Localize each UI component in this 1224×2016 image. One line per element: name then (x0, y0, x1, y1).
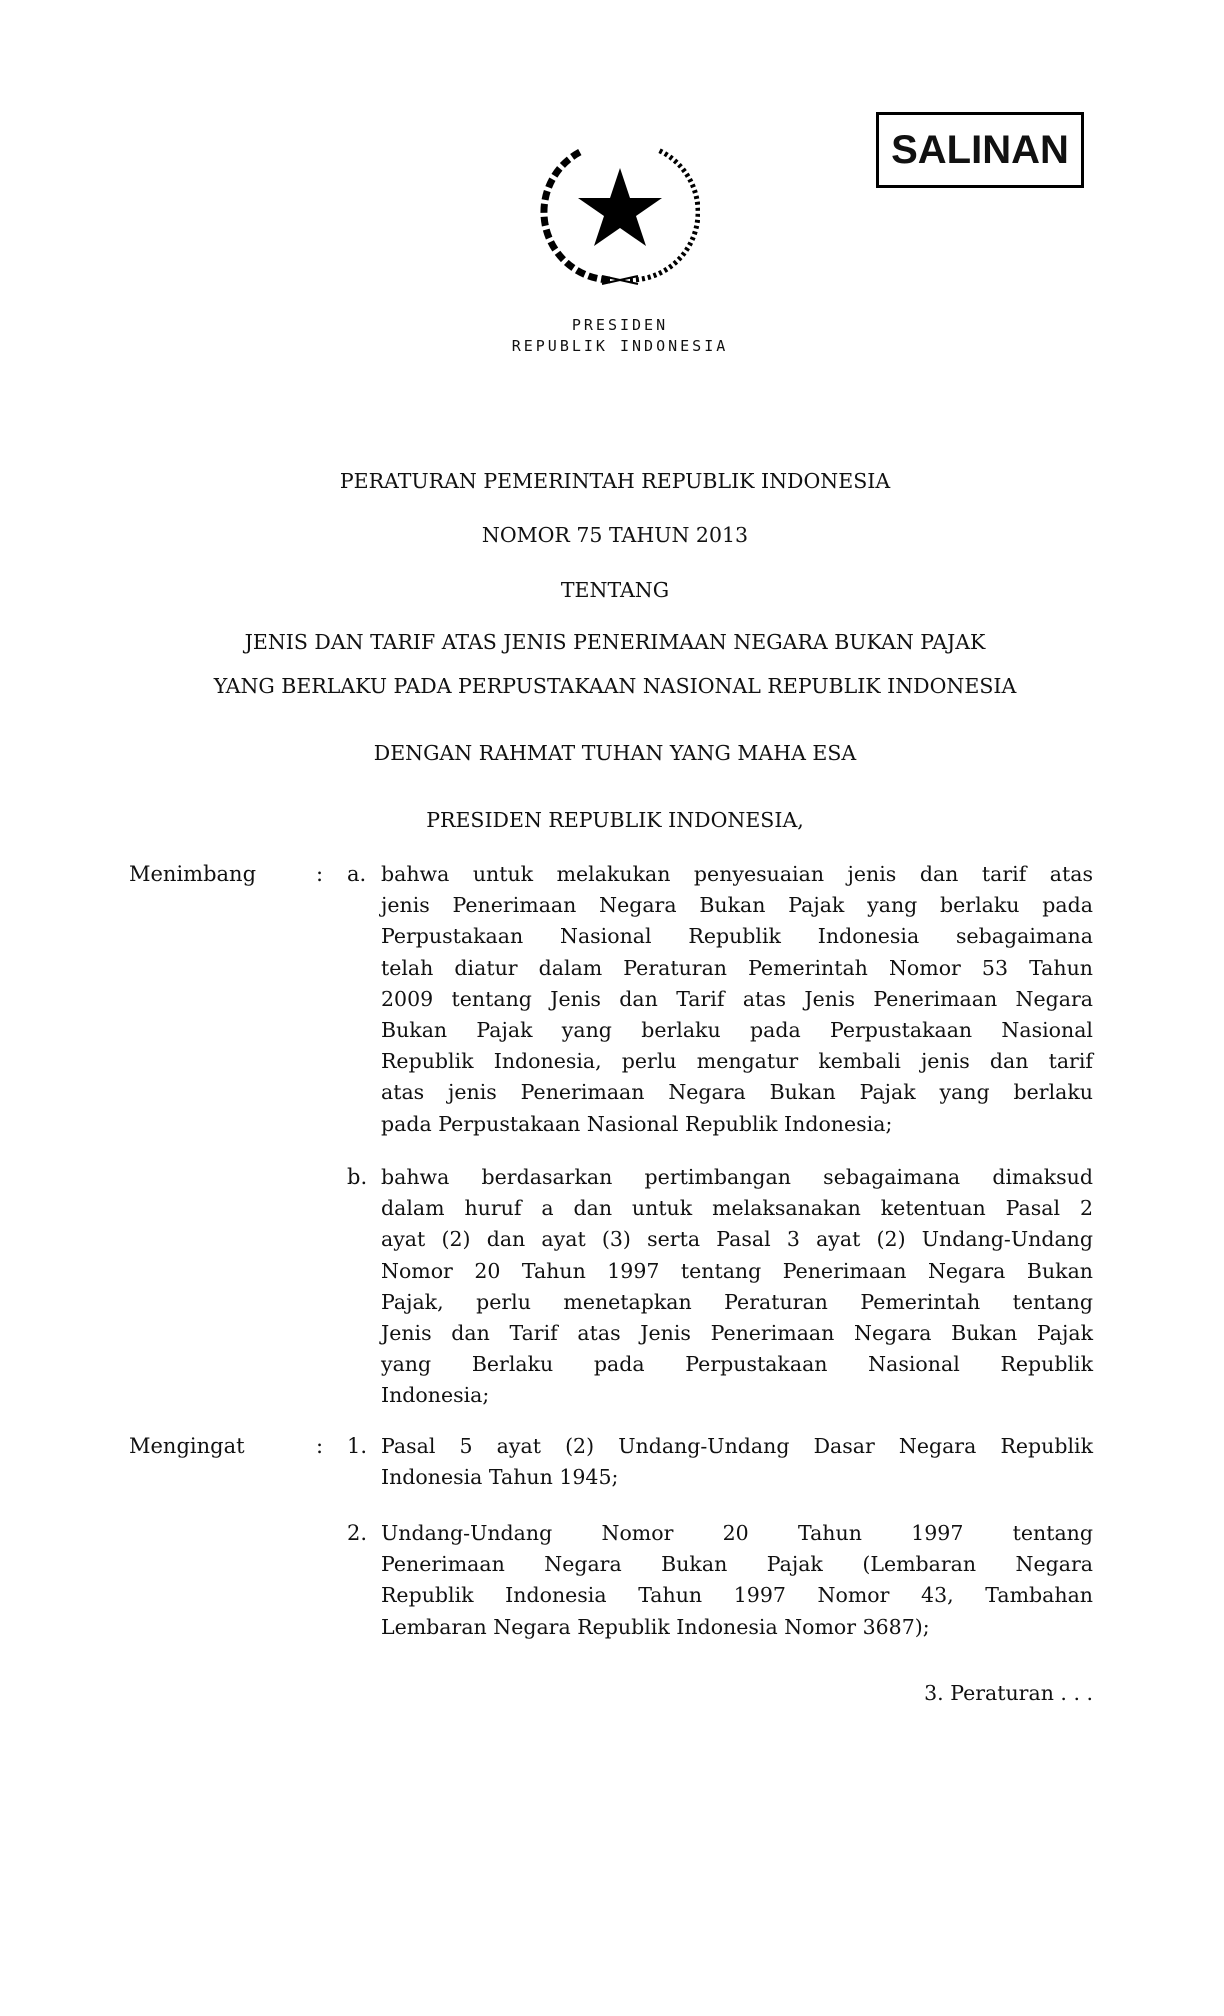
text-line: ayat (2) dan ayat (3) serta Pasal 3 ayat (2) Undang-Undang (381, 1227, 1093, 1252)
text-line: Nomor 20 Tahun 1997 tentang Penerimaan Negara Bukan (381, 1258, 1093, 1283)
text-line: jenis Penerimaan Negara Bukan Pajak yang berlaku pada (381, 893, 1093, 918)
text-line: Undang-Undang Nomor 20 Tahun 1997 tentang (381, 1521, 1093, 1545)
text-line: Pasal 5 ayat (2) Undang-Undang Dasar Negara Republik (381, 1434, 1093, 1458)
text-line: Pajak, perlu menetapkan Peraturan Pemerintah tentang (381, 1289, 1093, 1314)
letterhead-president: PRESIDEN (571, 316, 669, 334)
letterhead-republic: REPUBLIK INDONESIA (511, 337, 729, 355)
regulation-about: TENTANG (560, 578, 670, 602)
text-line: atas jenis Penerimaan Negara Bukan Pajak yang berlaku (381, 1080, 1093, 1105)
menimbang-label: Menimbang (129, 862, 257, 886)
text-line: bahwa untuk melakukan penyesuaian jenis dan tarif atas (381, 862, 1093, 886)
page-continuation: 3. Peraturan . . . (924, 1681, 1093, 1705)
regulation-subject-2: YANG BERLAKU PADA PERPUSTAKAAN NASIONAL REPUBLIK INDONESIA (213, 674, 1017, 698)
regulation-title: PERATURAN PEMERINTAH REPUBLIK INDONESIA (339, 469, 891, 493)
text-line: pada Perpustakaan Nasional Republik Indonesia; (381, 1111, 893, 1136)
text-line: dalam huruf a dan untuk melaksanakan ketentuan Pasal 2 (381, 1196, 1093, 1221)
text-line: Republik Indonesia, perlu mengatur kembali jenis dan tarif (381, 1049, 1093, 1074)
text-line: Republik Indonesia Tahun 1997 Nomor 43, Tambahan (381, 1583, 1093, 1608)
text-line: telah diatur dalam Peraturan Pemerintah Nomor 53 Tahun (381, 955, 1093, 980)
text-line: bahwa berdasarkan pertimbangan sebagaimana dimaksud (381, 1165, 1093, 1189)
item-marker: a. (347, 862, 367, 886)
item-marker: b. (347, 1165, 368, 1189)
text-line: Bukan Pajak yang berlaku pada Perpustakaan Nasional (381, 1018, 1093, 1042)
mengingat-label: Mengingat (129, 1434, 245, 1458)
presidential-emblem-icon (540, 130, 700, 290)
item-marker: 2. (347, 1521, 368, 1545)
text-line: Indonesia; (381, 1383, 490, 1408)
salinan-stamp: SALINAN (876, 112, 1084, 188)
text-line: Penerimaan Negara Bukan Pajak (Lembaran Negara (381, 1552, 1093, 1577)
text-line: Indonesia Tahun 1945; (381, 1465, 619, 1490)
menimbang-colon: : (316, 862, 324, 886)
text-line: Lembaran Negara Republik Indonesia Nomor 3687); (381, 1614, 930, 1639)
text-line: 2009 tentang Jenis dan Tarif atas Jenis Penerimaan Negara (381, 986, 1093, 1011)
text-line: Perpustakaan Nasional Republik Indonesia sebagaimana (381, 924, 1093, 949)
text-line: Jenis dan Tarif atas Jenis Penerimaan Negara Bukan Pajak (381, 1321, 1093, 1345)
text-line: yang Berlaku pada Perpustakaan Nasional Republik (381, 1352, 1093, 1377)
invocation: DENGAN RAHMAT TUHAN YANG MAHA ESA (373, 741, 857, 765)
issuer: PRESIDEN REPUBLIK INDONESIA, (426, 808, 804, 832)
item-marker: 1. (347, 1434, 368, 1458)
regulation-number: NOMOR 75 TAHUN 2013 (481, 523, 749, 547)
regulation-subject-1: JENIS DAN TARIF ATAS JENIS PENERIMAAN NEGARA BUKAN PAJAK (244, 630, 986, 654)
mengingat-colon: : (316, 1434, 324, 1458)
